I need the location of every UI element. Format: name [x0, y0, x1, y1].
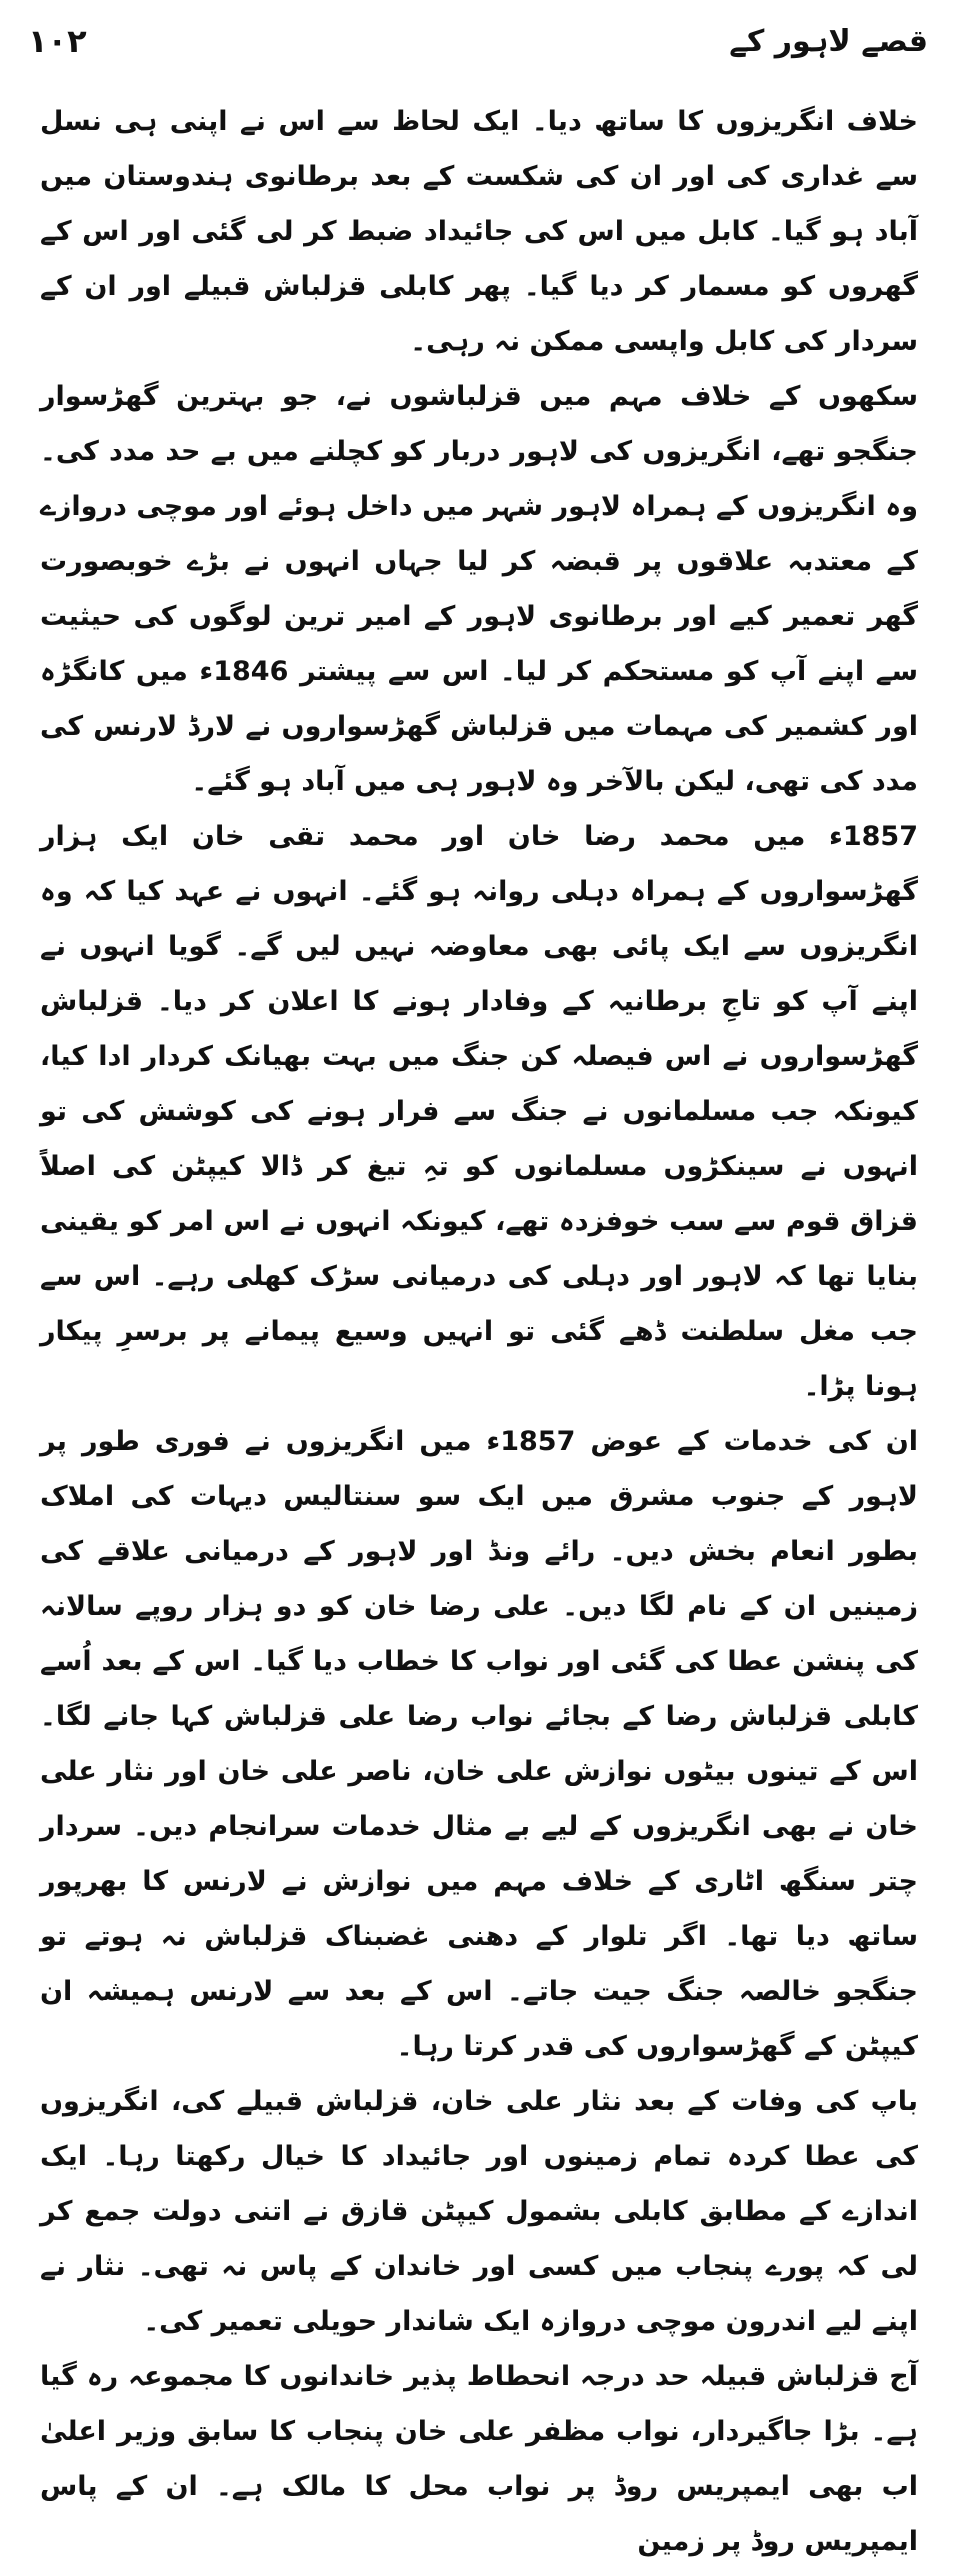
paragraph-2: سکھوں کے خلاف مہم میں قزلباشوں نے، جو بہترین گھڑسوار جنگجو تھے، انگریزوں کی لاہور دربار کو کچلنے میں بے حد مدد کی۔ وہ انگریزوں کے ہمراہ لاہور شہر میں داخل ہوئے اور موچی دروازے کے معتدبہ علاقوں پر قبضہ کر لیا جہاں انہوں نے بڑے خوبصورت گھر تعمیر کیے اور برطانوی لاہور کے امیر ترین لوگوں کی حیثیت سے اپنے آپ کو مستحکم کر لیا۔ اس سے پیشتر 1846ء میں کانگڑہ اور کشمیر کی مہمات میں قزلباش گھڑسواروں نے لارڈ لارنس کی مدد کی تھی، لیکن بالآخر وہ لاہور ہی میں آباد ہو گئے۔	[40, 381, 918, 797]
paragraph-4: ان کی خدمات کے عوض 1857ء میں انگریزوں نے فوری طور پر لاہور کے جنوب مشرق میں ایک سو سنتالیس دیہات کی املاک بطور انعام بخش دیں۔ رائے ونڈ اور لاہور کے درمیانی علاقے کی زمینیں ان کے نام لگا دیں۔ علی رضا خان کو دو ہزار روپے سالانہ کی پنشن عطا کی گئی اور نواب کا خطاب دیا گیا۔ اس کے بعد اُسے کابلی قزلباش رضا کے بجائے نواب رضا علی قزلباش کہا جانے لگا۔ اس کے تینوں بیٹوں نوازش علی خان، ناصر علی خان اور نثار علی خان نے بھی انگریزوں کے لیے بے مثال خدمات سرانجام دیں۔ سردار چتر سنگھ اٹاری کے خلاف مہم میں نوازش نے لارنس کا بھرپور ساتھ دیا تھا۔ اگر تلوار کے دھنی غضبناک قزلباش نہ ہوتے تو جنگجو خالصہ جنگ جیت جاتے۔ اس کے بعد سے لارنس ہمیشہ ان کیپٹن کے گھڑسواروں کی قدر کرتا رہا۔	[40, 1426, 918, 2062]
paragraph-6: آج قزلباش قبیلہ حد درجہ انحطاط پذیر خاندانوں کا مجموعہ رہ گیا ہے۔ بڑا جاگیردار، نواب مظفر علی خان پنجاب کا سابق وزیر اعلیٰ اب بھی ایمپریس روڈ پر نواب محل کا مالک ہے۔ ان کے پاس ایمپریس روڈ پر زمین	[40, 2361, 918, 2557]
paragraph-5: باپ کی وفات کے بعد نثار علی خان، قزلباش قبیلے کی، انگریزوں کی عطا کردہ تمام زمینوں اور جائیداد کا خیال رکھتا رہا۔ ایک اندازے کے مطابق کابلی بشمول کیپٹن قازق نے اتنی دولت جمع کر لی کہ پورے پنجاب میں کسی اور خاندان کے پاس نہ تھی۔ نثار نے اپنے لیے اندرون موچی دروازہ ایک شاندار حویلی تعمیر کی۔	[40, 2086, 918, 2337]
page-number: ۱۰۲	[28, 22, 87, 60]
paragraph-3: 1857ء میں محمد رضا خان اور محمد تقی خان ایک ہزار گھڑسواروں کے ہمراہ دہلی روانہ ہو گئے۔ انہوں نے عہد کیا کہ وہ انگریزوں سے ایک پائی بھی معاوضہ نہیں لیں گے۔ گویا انہوں نے اپنے آپ کو تاجِ برطانیہ کے وفادار ہونے کا اعلان کر دیا۔ قزلباش گھڑسواروں نے اس فیصلہ کن جنگ میں بہت بھیانک کردار ادا کیا، کیونکہ جب مسلمانوں نے جنگ سے فرار ہونے کی کوشش کی تو انہوں نے سینکڑوں مسلمانوں کو تہِ تیغ کر ڈالا کیپٹن کی اصلاً قزاق قوم سے سب خوفزدہ تھے، کیونکہ انہوں نے اس امر کو یقینی بنایا تھا کہ لاہور اور دہلی کی درمیانی سڑک کھلی رہے۔ اس سے جب مغل سلطنت ڈھے گئی تو انہیں وسیع پیمانے پر برسرِ پیکار ہونا پڑا۔	[40, 821, 918, 1402]
body-text	[40, 94, 918, 2569]
page-header	[28, 22, 928, 66]
paragraph-1: خلاف انگریزوں کا ساتھ دیا۔ ایک لحاظ سے اس نے اپنی ہی نسل سے غداری کی اور ان کی شکست کے بعد برطانوی ہندوستان میں آباد ہو گیا۔ کابل میں اس کی جائیداد ضبط کر لی گئی اور اس کے گھروں کو مسمار کر دیا گیا۔ پھر کابلی قزلباش قبیلے اور ان کے سردار کی کابل واپسی ممکن نہ رہی۔	[40, 106, 918, 357]
running-title: قصے لاہور کے	[729, 24, 928, 59]
